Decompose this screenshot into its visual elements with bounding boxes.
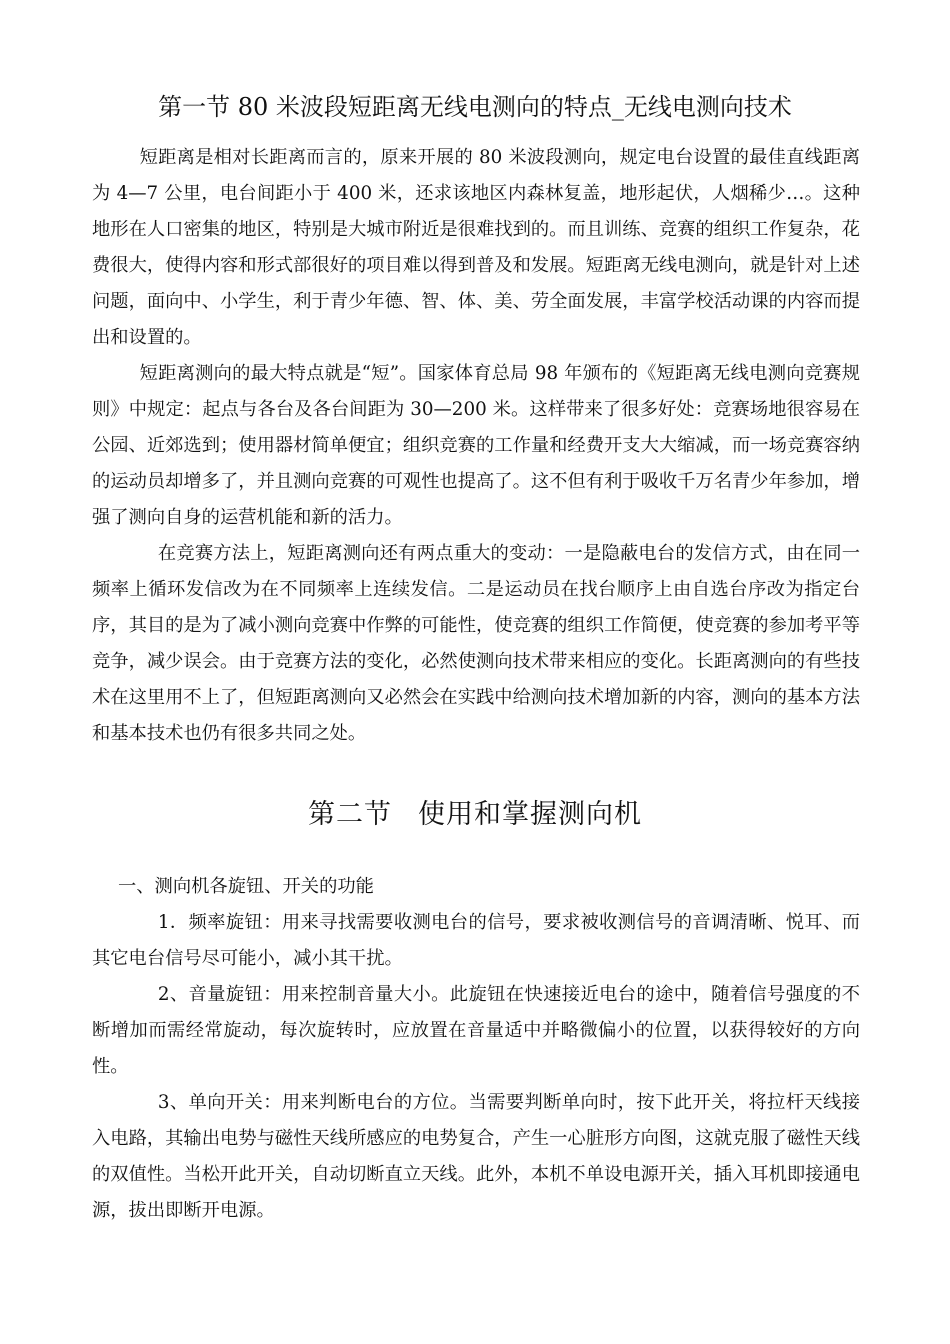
section2-item: 2、音量旋钮：用来控制音量大小。此旋钮在快速接近电台的途中，随着信号强度的不断增加而需经常旋动，每次旋转时，应放置在音量适中并略微偏小的位置，以获得较好的方向性。: [92, 984, 860, 1077]
section2-item: 1．频率旋钮：用来寻找需要收测电台的信号，要求被收测信号的音调清晰、悦耳、而其它电台信号尽可能小，减小其干扰。: [92, 912, 860, 969]
section1-title: 第一节 80 米波段短距离无线电测向的特点_无线电测向技术: [158, 93, 792, 121]
section1-paragraph: 短距离测向的最大特点就是“短”。国家体育总局 98 年颁布的《短距离无线电测向竞赛规则》中规定：起点与各台及各台间距为 30—200 米。这样带来了很多好处：竞赛场地很容易在公园、近郊选到；使用器材简单便宜；组织竞赛的工作量和经费开支大大缩减，而一场竞赛容纳的运动员却增多了，并且测向竞赛的可观性也提高了。这不但有利于吸收千万名青少年参加，增强了测向自身的运营机能和新的活力。: [92, 363, 860, 528]
section1-body: [92, 140, 860, 752]
section2-title-number: 第二节: [308, 799, 392, 830]
section1-paragraph: 短距离是相对长距离而言的，原来开展的 80 米波段测向，规定电台设置的最佳直线距离为 4—7 公里，电台间距小于 400 米，还求该地区内森林复盖，地形起伏，人烟稀少…。这种地形在人口密集的地区，特别是大城市附近是很难找到的。而且训练、竞赛的组织工作复杂，花费很大，使得内容和形式部很好的项目难以得到普及和发展。短距离无线电测向，就是针对上述问题，面向中、小学生，利于青少年德、智、体、美、劳全面发展，丰富学校活动课的内容而提出和设置的。: [92, 147, 860, 348]
section2-item: 3、单向开关：用来判断电台的方位。当需要判断单向时，按下此开关，将拉杆天线接入电路，其输出电势与磁性天线所感应的电势复合，产生一心脏形方向图，这就克服了磁性天线的双值性。当松开此开关，自动切断直立天线。此外，本机不单设电源开关，插入耳机即接通电源，拔出即断开电源。: [92, 1092, 860, 1221]
section2-body: [92, 905, 860, 1229]
section2-title-text: 使用和掌握测向机: [418, 799, 642, 830]
section1-paragraph: 在竞赛方法上，短距离测向还有两点重大的变动：一是隐蔽电台的发信方式，由在同一频率上循环发信改为在不同频率上连续发信。二是运动员在找台顺序上由自选台序改为指定台序，其目的是为了减小测向竞赛中作弊的可能性，使竞赛的组织工作简便，使竞赛的参加考平等竞争，减少误会。由于竞赛方法的变化，必然使测向技术带来相应的变化。长距离测向的有些技术在这里用不上了，但短距离测向又必然会在实践中给测向技术增加新的内容，测向的基本方法和基本技术也仍有很多共同之处。: [92, 543, 860, 744]
section2-title: [0, 798, 950, 832]
section2-subheading: 一、测向机各旋钮、开关的功能: [118, 876, 374, 897]
